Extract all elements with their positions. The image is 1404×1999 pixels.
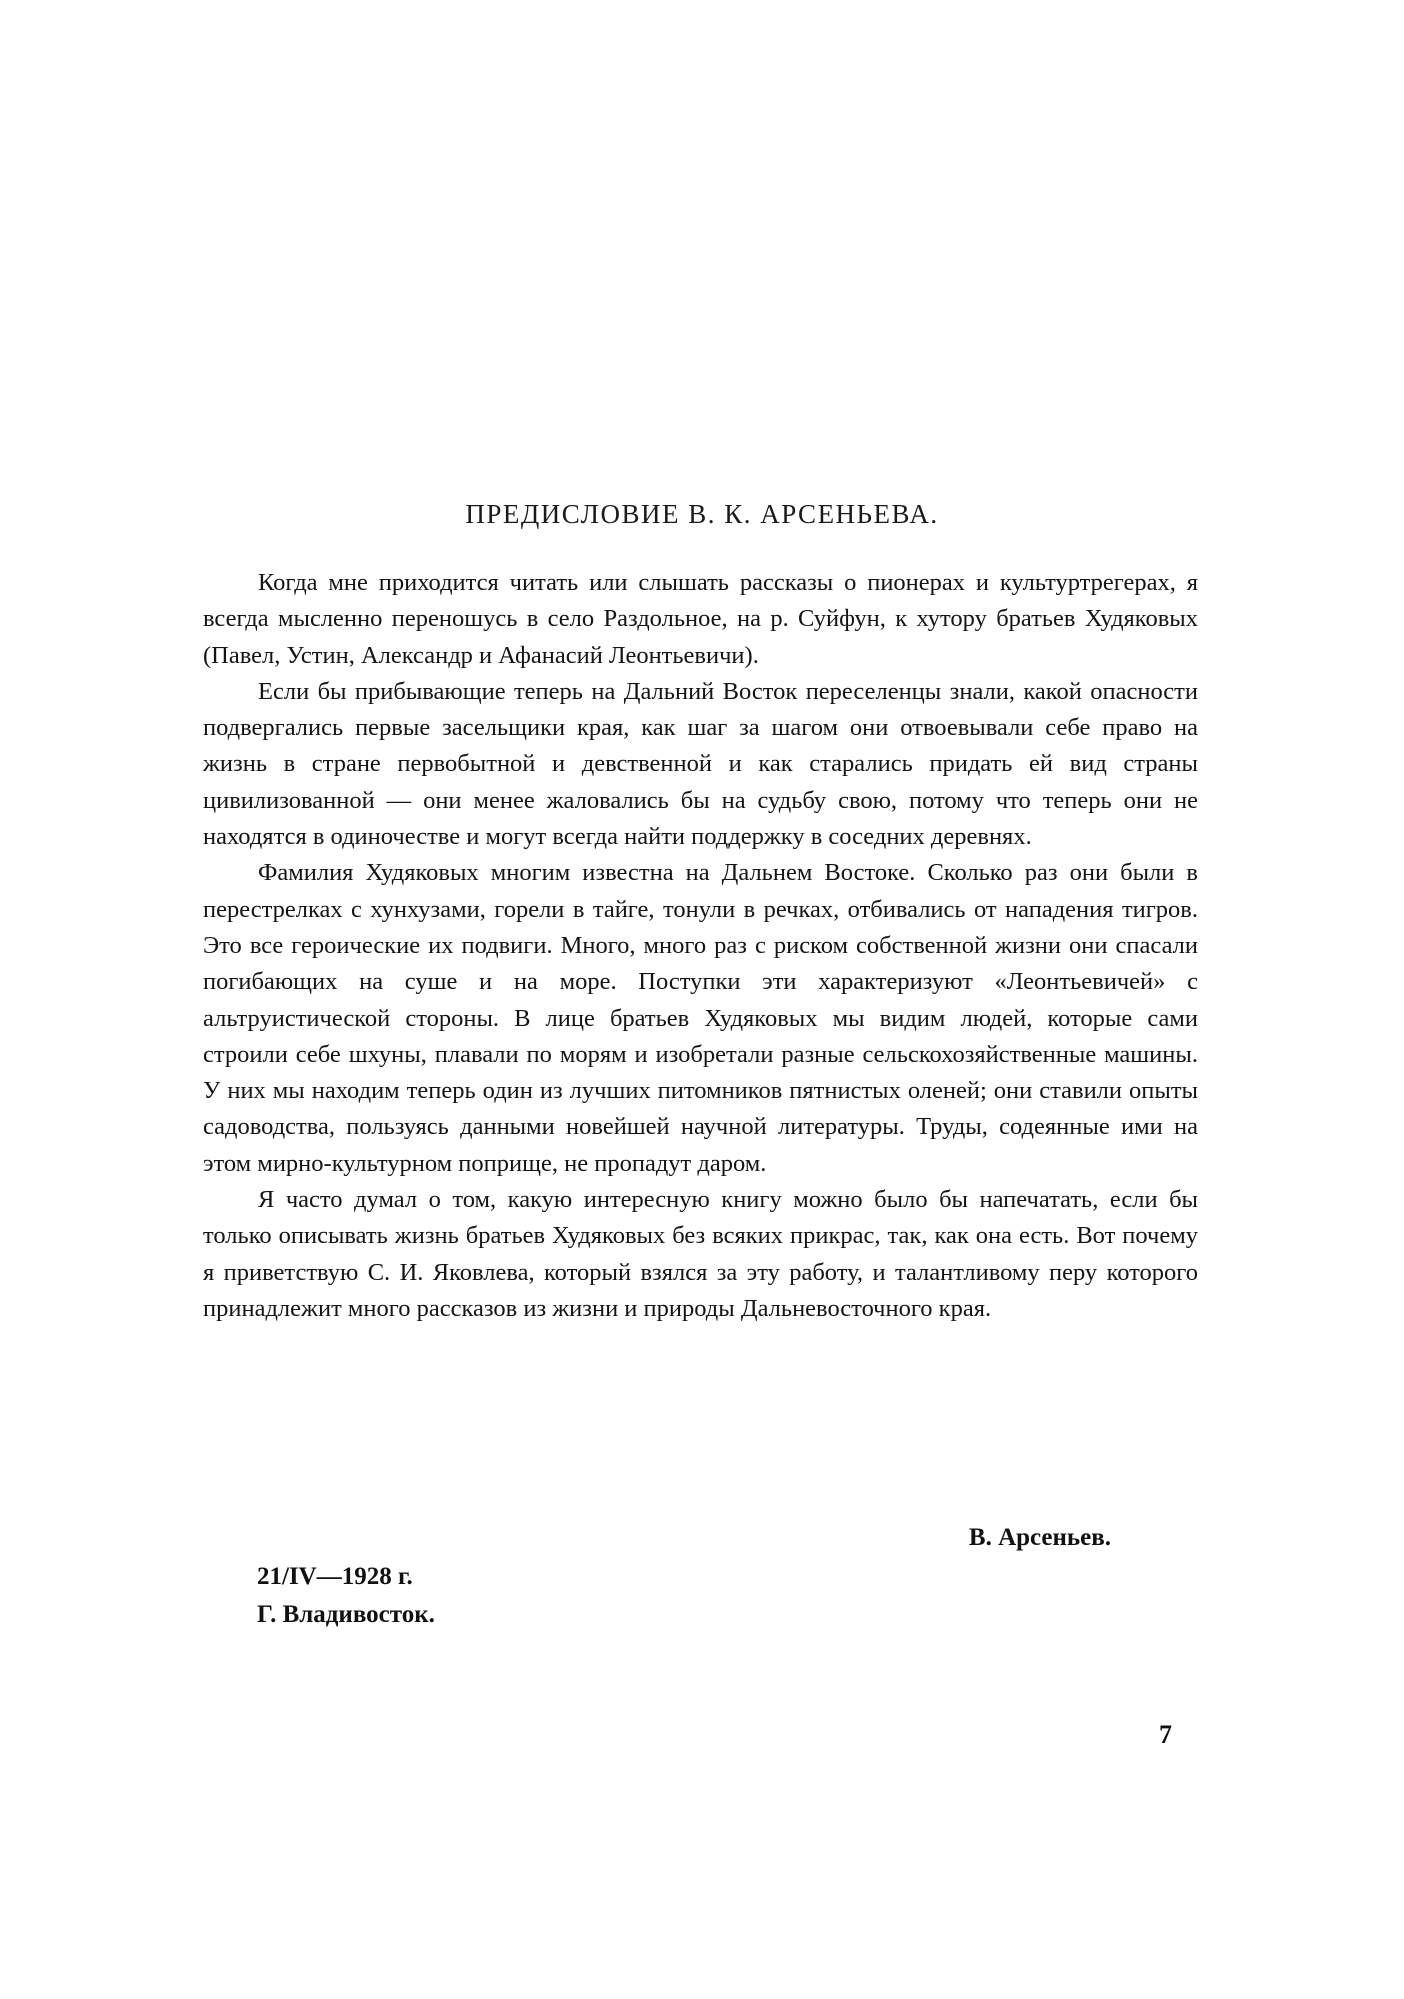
author-signature: В. Арсеньев. — [968, 1524, 1111, 1551]
paragraph-1: Когда мне приходится читать или слышать рассказы о пионерах и культуртрегерах, я всегда мысленно переношусь в село Раздольное, на р. Суйфун, к хутору братьев Худяковых (Павел, Устин, Александр и Афанасий Леонтьевичи). — [203, 569, 1198, 669]
page-title: ПРЕДИСЛОВИЕ В. К. АРСЕНЬЕВА. — [465, 499, 939, 529]
place: Г. Владивосток. — [257, 1601, 435, 1628]
preface-body — [203, 565, 1198, 1327]
page-number: 7 — [1159, 1720, 1172, 1749]
paragraph-3: Фамилия Худяковых многим известна на Дальнем Востоке. Сколько раз они были в перестрелках с хунхузами, горели в тайге, тонули в речках, отбивались от нападения тигров. Это все героические их подвиги. Много, много раз с риском собственной жизни они спасали погибающих на суше и на море. Поступки эти характеризуют «Леонтьевичей» с альтруистической стороны. В лице братьев Худяковых мы видим людей, которые сами строили себе шхуны, плавали по морям и изобретали разные сельскохозяйственные машины. У них мы находим теперь один из лучших питомников пятнистых оленей; они ставили опыты садоводства, пользуясь данными новейшей научной литературы. Труды, содеянные ими на этом мирно-культурном поприще, не пропадут даром. — [203, 859, 1198, 1177]
paragraph-2: Если бы прибывающие теперь на Дальний Восток переселенцы знали, какой опасности подвергались первые засельщики края, как шаг за шагом они отвоевывали себе право на жизнь в стране первобытной и девственной и как старались придать ей вид страны цивилизованной — они менее жаловались бы на судьбу свою, потому что теперь они не находятся в одиночестве и могут всегда найти поддержку в соседних деревнях. — [203, 677, 1198, 851]
paragraph-4: Я часто думал о том, какую интересную книгу можно было бы напечатать, если бы только описывать жизнь братьев Худяковых без всяких прикрас, так, как она есть. Вот почему я приветствую С. И. Яковлева, который взялся за эту работу, и талантливому перу которого принадлежит много рассказов из жизни и природы Дальневосточного края. — [203, 1186, 1198, 1322]
date: 21/IV—1928 г. — [257, 1563, 413, 1590]
dateline — [257, 1558, 435, 1634]
